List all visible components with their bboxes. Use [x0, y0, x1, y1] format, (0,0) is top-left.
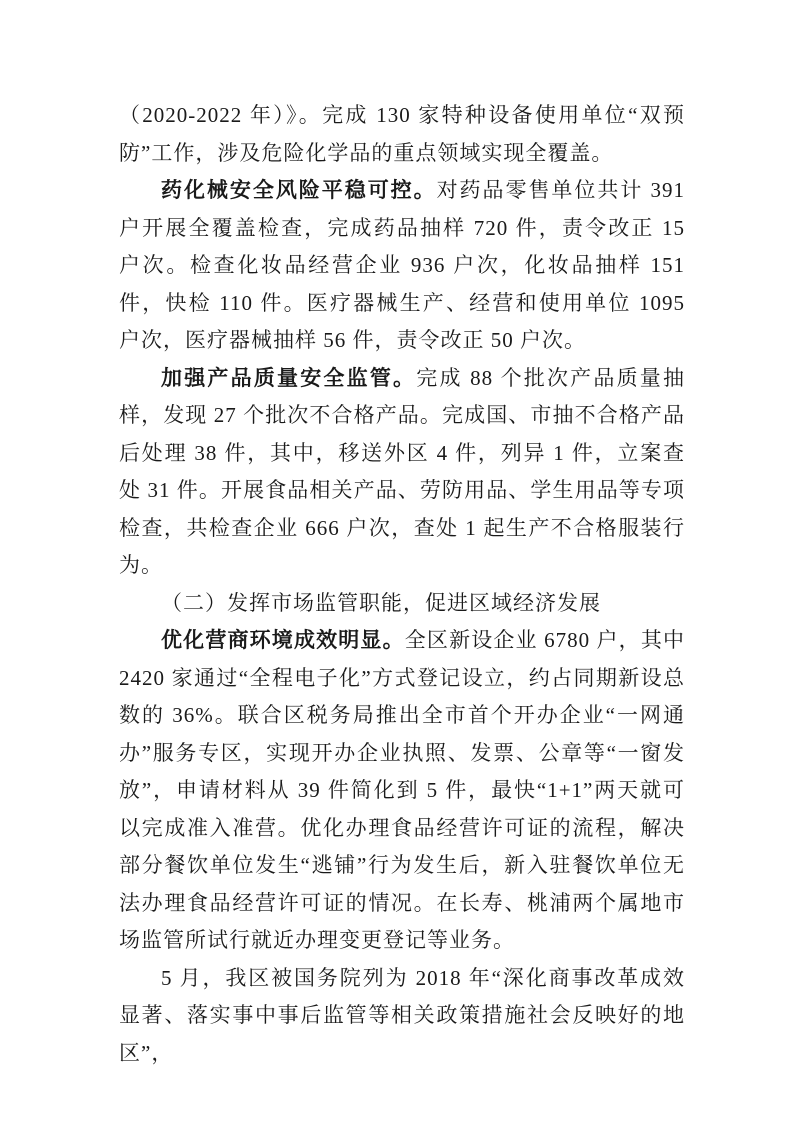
paragraph-product-quality	[119, 360, 685, 585]
paragraph-text: 5 月，我区被国务院列为 2018 年“深化商事改革成效显著、落实事中事后监管等相关政策措施社会反映好的地区”，	[119, 965, 685, 1065]
paragraph-text: 对药品零售单位共计 391 户开展全覆盖检查，完成药品抽样 720 件，责令改正 15 户次。检查化妆品经营企业 936 户次，化妆品抽样 151 件，快检 110 件。医疗器械生产、经营和使用单位 1095 户次，医疗器械抽样 56 件，责令改正 50 户次。	[119, 178, 686, 352]
paragraph-continuation	[119, 97, 685, 172]
paragraph-lead: 加强产品质量安全监管。	[161, 365, 417, 390]
paragraph-text: （2020-2022 年）》。完成 130 家特种设备使用单位“双预防”工作，涉及危险化学品的重点领域实现全覆盖。	[119, 103, 685, 165]
paragraph-business-environment	[119, 622, 685, 960]
paragraph-lead: 药化械安全风险平稳可控。	[161, 178, 437, 202]
paragraph-state-council-recognition	[119, 960, 685, 1073]
paragraph-text: 全区新设企业 6780 户，其中 2420 家通过“全程电子化”方式登记设立，约占同期新设总数的 36%。联合区税务局推出全市首个开办企业“一网通办”服务专区，实现开办企业执照、发票、公章等“一窗发放”，申请材料从 39 件简化到 5 件，最快“1+1”两天就可以完成准入准营。优化办理食品经营许可证的流程，解决部分餐饮单位发生“逃铺”行为发生后，新入驻餐饮单位无法办理食品经营许可证的情况。在长寿、桃浦两个属地市场监管所试行就近办理变更登记等业务。	[119, 628, 685, 952]
section-heading-text: （二）发挥市场监管职能，促进区域经济发展	[161, 590, 601, 615]
paragraph-lead: 优化营商环境成效明显。	[161, 628, 405, 652]
paragraph-text: 完成 88 个批次产品质量抽样，发现 27 个批次不合格产品。完成国、市抽不合格产品后处理 38 件，其中，移送外区 4 件，列异 1 件，立案查处 31 件。开展食品相关产品、劳防用品、学生用品等专项检查，共检查企业 666 户次，查处 1 起生产不合格服装行为。	[119, 365, 685, 577]
paragraph-pharma-safety	[119, 172, 685, 360]
section-heading	[119, 585, 685, 623]
